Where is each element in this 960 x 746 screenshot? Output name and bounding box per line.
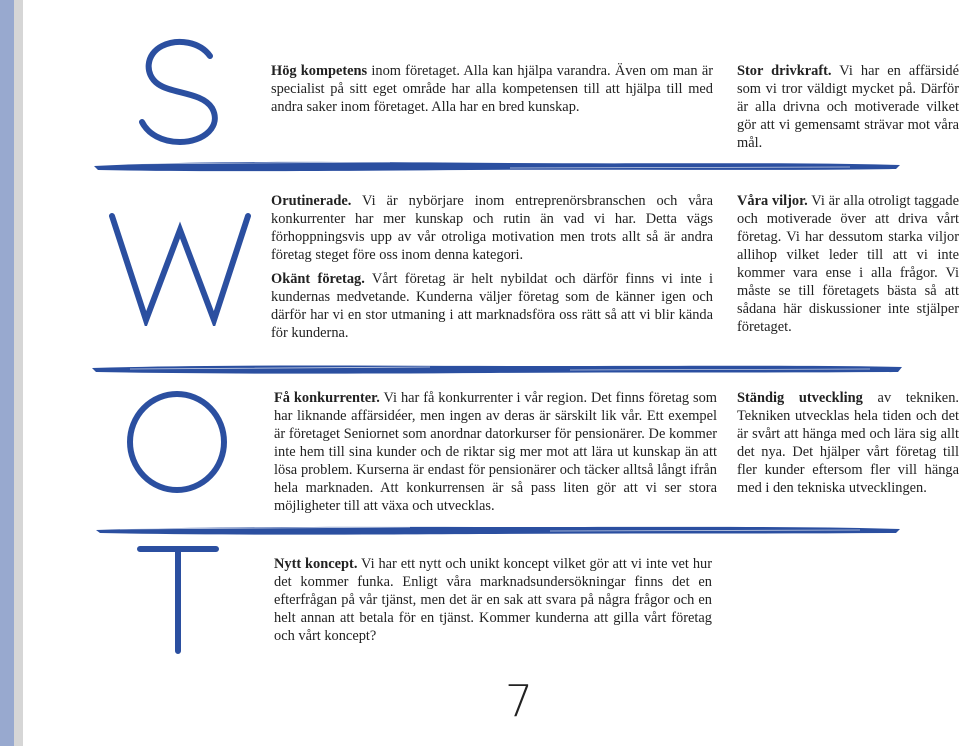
threats-left-heading: Nytt koncept. [274, 556, 358, 572]
page-number: 7 [505, 676, 533, 727]
weaknesses-left-body-1: Vi är nybörjare inom entreprenörsbranschen och våra konkurrenter har mer kunskap och rutin än vad vi har. Detta vägs förhoppningsvis upp av vår otroliga motivation men trots allt så är andra företag steget före oss inom denna kategori. [271, 193, 713, 263]
letter-s [138, 38, 220, 146]
weaknesses-right-body: Vi är alla otroligt taggade och motiverade över att driva vårt företag. Vi har dessutom starka viljor allihop vilket leder till att vi inte kommer vara ense i alla frågor. Vi måste se till företagets bästa så att sådana här diskussioner inte stjälper företaget. [737, 193, 959, 335]
weaknesses-left-heading-1: Orutinerade. [271, 193, 352, 209]
letter-t [136, 543, 220, 655]
brush-divider-1 [90, 158, 905, 174]
strengths-left-body: inom företaget. Alla kan hjälpa varandra. Även om man är specialist på sitt eget område har alla kompetensen till att hjälpa till med andra saker inom företaget. Alla har en bred kunskap. [271, 63, 714, 115]
strengths-right-body: Vi har en affärsidé som vi tror väldigt mycket på. Därför är alla drivna och motiverade vilket gör att vi gemensamt strävar mot våra mål. [737, 63, 959, 151]
weaknesses-left-text [271, 192, 713, 348]
opportunities-left-body: Vi har få konkurrenter i vår region. Det finns företag som har liknande affärsidéer, men ingen av deras är särskilt lik vår. Ett exempel är företaget Seniornet som anordnar datorkurser för pensionärer. De kommer inte hem till sina kunder och de riktar sig mer mot att lära ut kunskap än att lösa problem. Kurserna är endast för pensionärer och täcker alltså långt ifrån hela marknaden. Att konkurrensen är så pass liten gör att vi ser stora möjligheter till att växa och utvecklas. [274, 390, 717, 514]
weaknesses-left-body-2: Vårt företag är helt nybildat och därför finns vi inte i kundernas medvetande. Kunderna väljer företag som de känner igen och därför har vi en stor utmaning i att marknadsföra oss rätt så att vi blir kända för kunderna. [271, 271, 713, 341]
threats-left-text [274, 555, 712, 651]
brush-divider-2 [90, 361, 905, 377]
brush-divider-3 [90, 522, 905, 538]
strengths-left-heading: Hög kompetens [271, 63, 368, 79]
weaknesses-right-text [737, 192, 959, 342]
page-edge-gray [14, 0, 23, 746]
opportunities-left-heading: Få konkurrenter. [274, 390, 380, 406]
opportunities-right-text [737, 389, 959, 503]
opportunities-left-text [274, 389, 717, 521]
letter-o [124, 388, 230, 496]
strengths-left-text [271, 62, 713, 122]
strengths-right-heading: Stor drivkraft. [737, 63, 832, 79]
weaknesses-right-heading: Våra viljor. [737, 193, 808, 209]
weaknesses-left-heading-2: Okänt företag. [271, 271, 365, 287]
letter-w [106, 208, 254, 326]
strengths-right-text [737, 62, 959, 158]
opportunities-right-body: av tekniken. Tekniken utvecklas hela tiden och det är svårt att hänga med och lära sig allt det nya. Det hjälper vårt företag till fler kunder eftersom fler vill hänga med i den tekniska utvecklingen. [737, 390, 959, 496]
threats-left-body: Vi har ett nytt och unikt koncept vilket gör att vi inte vet hur det kommer funka. Enligt våra marknadsundersökningar finns det en efterfrågan på vår tjänst, men det är en sak att svara på några frågor och en helt annan att betala för en tjänst. Kommer kunderna att gilla vårt företag och vårt koncept? [274, 556, 713, 644]
opportunities-right-heading: Ständig utveckling [737, 390, 863, 406]
page-edge-blue [0, 0, 14, 746]
